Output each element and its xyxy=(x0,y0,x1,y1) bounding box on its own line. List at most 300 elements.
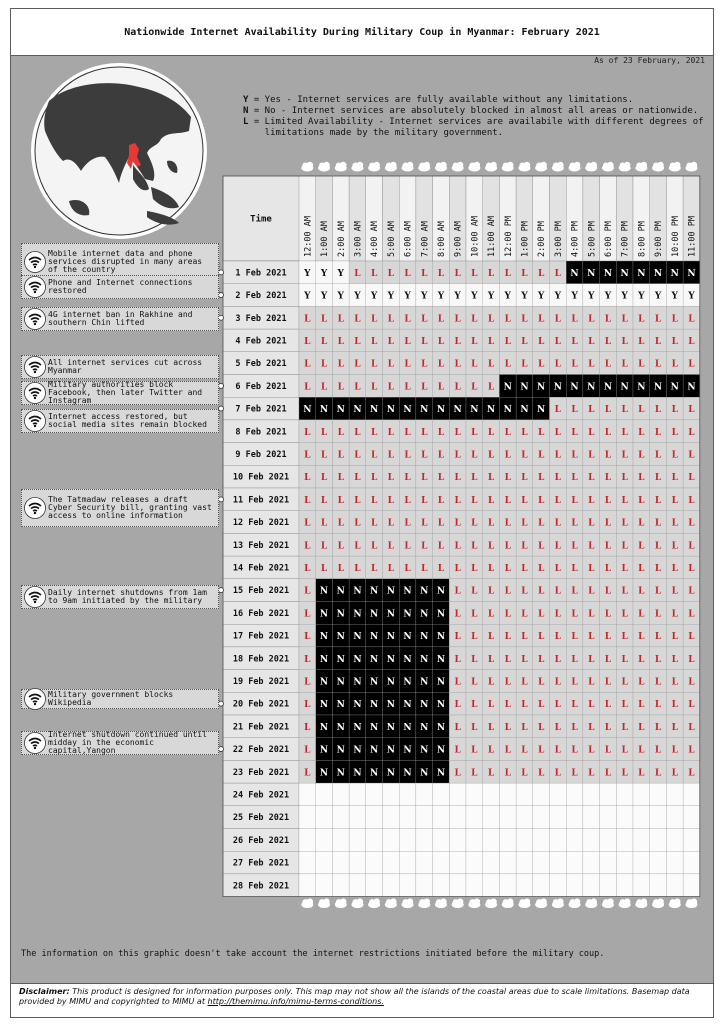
availability-value: L xyxy=(454,654,461,665)
availability-cell xyxy=(516,806,533,829)
availability-value: L xyxy=(320,427,328,438)
availability-value: L xyxy=(554,632,562,643)
availability-value: N xyxy=(670,268,679,279)
availability-cell xyxy=(299,806,316,829)
date-label: 10 Feb 2021 xyxy=(232,472,290,483)
availability-value: N xyxy=(386,632,395,643)
availability-value: L xyxy=(337,495,344,506)
availability-value: N xyxy=(403,700,412,711)
availability-value: L xyxy=(487,541,495,552)
availability-value: N xyxy=(386,586,395,597)
availability-cell xyxy=(383,783,400,806)
availability-value: N xyxy=(403,632,412,643)
availability-value: L xyxy=(487,314,495,325)
availability-value: N xyxy=(386,677,395,688)
availability-value: L xyxy=(421,541,428,552)
availability-value: L xyxy=(638,768,645,779)
cloud-icon xyxy=(368,898,380,908)
availability-value: L xyxy=(571,495,578,506)
availability-cell xyxy=(550,829,567,852)
availability-value: L xyxy=(537,632,545,643)
date-label: 21 Feb 2021 xyxy=(232,722,290,733)
date-label: 14 Feb 2021 xyxy=(232,563,290,574)
availability-value: Y xyxy=(354,291,361,302)
availability-value: L xyxy=(638,314,645,325)
availability-cell xyxy=(332,806,349,829)
availability-value: L xyxy=(571,314,578,325)
availability-value: N xyxy=(319,745,329,756)
availability-value: L xyxy=(487,632,495,643)
cloud-icon xyxy=(351,162,363,172)
availability-value: L xyxy=(304,314,311,325)
availability-value: N xyxy=(436,768,446,779)
availability-cell xyxy=(600,783,617,806)
availability-value: L xyxy=(304,700,311,711)
availability-value: L xyxy=(304,586,311,597)
availability-value: L xyxy=(571,563,578,574)
availability-value: L xyxy=(671,336,678,347)
availability-value: L xyxy=(604,768,612,779)
availability-value: L xyxy=(404,518,411,529)
availability-value: N xyxy=(436,677,446,688)
availability-value: L xyxy=(304,541,311,552)
availability-value: L xyxy=(671,518,678,529)
disclaimer-label: Disclaimer: xyxy=(19,987,70,996)
availability-value: L xyxy=(654,473,662,484)
availability-value: L xyxy=(354,563,361,574)
availability-cell xyxy=(566,806,583,829)
availability-value: N xyxy=(336,586,345,597)
availability-value: L xyxy=(404,541,411,552)
availability-value: L xyxy=(588,609,595,620)
availability-value: L xyxy=(504,268,511,279)
availability-value: Y xyxy=(337,291,344,302)
availability-cell xyxy=(533,806,550,829)
availability-value: L xyxy=(604,677,612,688)
availability-value: L xyxy=(521,563,528,574)
availability-value: L xyxy=(621,632,628,643)
availability-value: N xyxy=(436,609,446,620)
availability-value: L xyxy=(588,473,595,484)
availability-value: N xyxy=(687,268,696,279)
availability-value: L xyxy=(554,314,562,325)
availability-value: L xyxy=(654,722,662,733)
event-text: Military government blocks Wikipedia xyxy=(48,690,174,707)
availability-value: N xyxy=(353,609,362,620)
availability-value: L xyxy=(537,359,545,370)
availability-value: L xyxy=(588,677,595,688)
availability-cell xyxy=(416,829,433,852)
availability-value: N xyxy=(403,654,412,665)
availability-cell xyxy=(499,806,516,829)
availability-value: L xyxy=(671,427,678,438)
availability-value: L xyxy=(571,632,578,643)
availability-value: N xyxy=(370,632,379,643)
availability-value: Y xyxy=(521,291,528,302)
availability-value: N xyxy=(537,405,546,416)
availability-cell xyxy=(616,806,633,829)
cloud-icon xyxy=(619,162,631,172)
availability-value: L xyxy=(521,700,528,711)
availability-value: L xyxy=(521,609,528,620)
availability-value: L xyxy=(638,700,645,711)
availability-cell xyxy=(383,829,400,852)
availability-value: N xyxy=(637,382,646,393)
availability-value: N xyxy=(336,677,345,688)
availability-value: L xyxy=(554,768,562,779)
availability-value: L xyxy=(604,745,612,756)
availability-value: L xyxy=(588,359,595,370)
availability-value: L xyxy=(571,405,578,416)
date-label: 1 Feb 2021 xyxy=(235,268,287,279)
availability-value: Y xyxy=(404,291,411,302)
availability-value: L xyxy=(437,473,445,484)
availability-value: L xyxy=(487,768,495,779)
date-label: 17 Feb 2021 xyxy=(232,631,290,642)
availability-value: L xyxy=(604,336,612,347)
availability-value: L xyxy=(421,382,428,393)
availability-value: L xyxy=(621,586,628,597)
availability-value: N xyxy=(403,405,412,416)
availability-value: N xyxy=(403,677,412,688)
availability-cell xyxy=(533,829,550,852)
legend-limited: L = Limited Availability - Internet services are availabile with different degrees of xyxy=(243,117,704,127)
availability-value: L xyxy=(471,268,478,279)
date-label: 23 Feb 2021 xyxy=(232,767,290,778)
cloud-icon xyxy=(535,162,547,172)
availability-cell xyxy=(583,851,600,874)
availability-value: L xyxy=(320,359,328,370)
event-marker xyxy=(219,588,224,593)
availability-value: L xyxy=(370,495,378,506)
time-header: Time xyxy=(250,214,272,225)
availability-value: L xyxy=(437,541,445,552)
hour-label: 6:00 PM xyxy=(603,221,614,257)
availability-cell xyxy=(383,851,400,874)
availability-cell xyxy=(433,851,450,874)
availability-value: L xyxy=(504,722,511,733)
cloud-icon xyxy=(418,898,430,908)
availability-value: Y xyxy=(421,291,428,302)
availability-value: L xyxy=(588,336,595,347)
availability-cell xyxy=(633,783,650,806)
availability-value: N xyxy=(370,586,379,597)
availability-cell xyxy=(316,783,333,806)
availability-value: L xyxy=(554,745,562,756)
availability-cell xyxy=(616,829,633,852)
cloud-icon xyxy=(301,898,313,908)
availability-cell xyxy=(316,829,333,852)
cloud-icon xyxy=(569,162,581,172)
availability-cell xyxy=(449,874,466,897)
availability-value: L xyxy=(621,541,628,552)
cloud-icon xyxy=(669,898,681,908)
availability-value: L xyxy=(654,541,662,552)
availability-value: L xyxy=(588,768,595,779)
availability-value: L xyxy=(421,314,428,325)
availability-cell xyxy=(600,806,617,829)
availability-value: L xyxy=(671,495,678,506)
wifi-icon xyxy=(24,688,46,710)
availability-value: L xyxy=(487,745,495,756)
availability-value: L xyxy=(588,722,595,733)
cloud-icon xyxy=(318,162,330,172)
availability-value: L xyxy=(654,314,662,325)
availability-value: Y xyxy=(320,291,328,302)
availability-value: N xyxy=(436,632,446,643)
availability-cell xyxy=(616,851,633,874)
availability-value: L xyxy=(537,722,545,733)
date-label: 11 Feb 2021 xyxy=(232,495,290,506)
availability-value: L xyxy=(521,768,528,779)
availability-cell xyxy=(349,874,366,897)
availability-value: Y xyxy=(387,291,395,302)
cloud-icon xyxy=(518,162,530,172)
availability-value: N xyxy=(370,405,379,416)
availability-value: L xyxy=(604,632,612,643)
cloud-icon xyxy=(435,162,447,172)
availability-value: L xyxy=(354,382,361,393)
availability-value: N xyxy=(353,722,362,733)
hour-label: 8:00 PM xyxy=(637,221,648,257)
infographic-frame xyxy=(10,8,714,1018)
availability-value: Y xyxy=(688,291,695,302)
event-text: Military authorities block Facebook, then later Twitter and Instagram xyxy=(48,380,203,405)
availability-value: N xyxy=(370,654,379,665)
availability-value: L xyxy=(638,518,645,529)
availability-value: L xyxy=(688,632,695,643)
availability-value: L xyxy=(404,314,411,325)
availability-value: N xyxy=(420,700,429,711)
hour-label: 11:00 AM xyxy=(487,216,498,257)
date-label: 18 Feb 2021 xyxy=(232,654,290,665)
availability-value: L xyxy=(588,314,595,325)
availability-cell xyxy=(583,806,600,829)
hour-label: 1:00 PM xyxy=(520,221,531,257)
availability-value: L xyxy=(337,314,344,325)
availability-value: L xyxy=(537,745,545,756)
availability-value: N xyxy=(403,768,412,779)
availability-value: L xyxy=(671,609,678,620)
availability-value: L xyxy=(437,450,445,461)
availability-value: L xyxy=(588,427,595,438)
availability-cell xyxy=(650,874,667,897)
availability-value: L xyxy=(604,427,612,438)
availability-value: L xyxy=(504,359,511,370)
availability-value: L xyxy=(521,677,528,688)
hour-label: 4:00 PM xyxy=(570,221,581,257)
availability-value: L xyxy=(387,450,395,461)
availability-value: N xyxy=(353,700,362,711)
availability-value: L xyxy=(654,700,662,711)
availability-value: L xyxy=(487,700,495,711)
availability-value: L xyxy=(320,450,328,461)
availability-value: L xyxy=(621,450,628,461)
availability-value: N xyxy=(570,268,579,279)
availability-value: L xyxy=(354,336,361,347)
event-marker xyxy=(219,293,224,298)
cloud-icon xyxy=(652,898,664,908)
cloud-icon xyxy=(301,162,313,172)
availability-cell xyxy=(399,829,416,852)
availability-cell xyxy=(650,851,667,874)
availability-cell xyxy=(550,851,567,874)
availability-value: N xyxy=(570,382,579,393)
availability-value: L xyxy=(487,382,495,393)
availability-value: L xyxy=(604,473,612,484)
legend-limited-cont: limitations made by the military government. xyxy=(243,128,504,138)
availability-cell xyxy=(600,851,617,874)
availability-value: L xyxy=(537,700,545,711)
availability-value: N xyxy=(520,405,529,416)
cloud-icon xyxy=(518,898,530,908)
availability-value: L xyxy=(654,768,662,779)
availability-cell xyxy=(533,851,550,874)
availability-value: L xyxy=(487,473,495,484)
availability-value: N xyxy=(370,745,379,756)
availability-value: L xyxy=(688,768,695,779)
availability-value: L xyxy=(621,722,628,733)
availability-cell xyxy=(466,851,483,874)
availability-value: L xyxy=(554,336,562,347)
availability-value: L xyxy=(337,336,344,347)
availability-value: L xyxy=(304,677,311,688)
availability-cell xyxy=(399,806,416,829)
event-note xyxy=(21,689,219,709)
availability-value: L xyxy=(688,336,695,347)
availability-cell xyxy=(666,851,683,874)
availability-value: L xyxy=(588,450,595,461)
availability-value: L xyxy=(671,586,678,597)
event-text: The Tatmadaw releases a draft Cyber Security bill, granting vast access to online information xyxy=(48,495,212,520)
availability-value: L xyxy=(404,450,411,461)
availability-value: L xyxy=(654,677,662,688)
cloud-icon xyxy=(402,162,414,172)
availability-value: L xyxy=(387,314,395,325)
event-note xyxy=(21,489,219,527)
hour-label: 7:00 AM xyxy=(420,221,431,257)
availability-value: L xyxy=(537,427,545,438)
availability-value: N xyxy=(370,677,379,688)
availability-value: L xyxy=(537,563,545,574)
availability-value: L xyxy=(354,541,361,552)
availability-value: L xyxy=(571,450,578,461)
availability-cell xyxy=(666,783,683,806)
cloud-icon xyxy=(452,162,464,172)
availability-value: L xyxy=(671,768,678,779)
availability-value: L xyxy=(571,586,578,597)
event-marker xyxy=(219,701,224,706)
availability-value: L xyxy=(454,450,461,461)
page-title: Nationwide Internet Availability During Military Coup in Myanmar: February 2021 xyxy=(124,27,600,38)
date-label: 2 Feb 2021 xyxy=(235,291,287,302)
availability-value: L xyxy=(621,609,628,620)
cloud-icon xyxy=(535,898,547,908)
cloud-icon xyxy=(502,898,514,908)
cloud-icon xyxy=(435,898,447,908)
availability-value: L xyxy=(638,632,645,643)
event-text: Daily internet shutdowns from 1am to 9am initiated by the military xyxy=(48,588,207,605)
cloud-icon xyxy=(685,162,697,172)
availability-value: N xyxy=(436,722,446,733)
availability-cell xyxy=(633,829,650,852)
disclaimer-link[interactable]: http://themimu.info/mimu-terms-conditions. xyxy=(207,997,384,1006)
availability-cell xyxy=(416,783,433,806)
availability-value: L xyxy=(454,314,461,325)
availability-cell xyxy=(449,806,466,829)
event-note xyxy=(21,275,219,299)
availability-value: N xyxy=(603,268,613,279)
availability-value: N xyxy=(537,382,546,393)
availability-value: L xyxy=(688,427,695,438)
availability-cell xyxy=(566,851,583,874)
availability-value: L xyxy=(471,314,478,325)
availability-value: L xyxy=(421,450,428,461)
availability-value: L xyxy=(654,632,662,643)
availability-value: L xyxy=(487,336,495,347)
availability-value: Y xyxy=(370,291,378,302)
availability-value: N xyxy=(353,768,362,779)
date-label: 12 Feb 2021 xyxy=(232,518,290,529)
availability-value: L xyxy=(487,518,495,529)
availability-cell xyxy=(650,783,667,806)
availability-value: N xyxy=(386,654,395,665)
availability-value: L xyxy=(588,541,595,552)
date-label: 4 Feb 2021 xyxy=(235,336,287,347)
availability-value: N xyxy=(370,722,379,733)
availability-value: N xyxy=(403,722,412,733)
availability-value: Y xyxy=(437,291,445,302)
availability-value: L xyxy=(537,677,545,688)
cloud-icon xyxy=(602,898,614,908)
availability-value: L xyxy=(537,268,545,279)
availability-value: L xyxy=(454,427,461,438)
availability-value: L xyxy=(671,632,678,643)
availability-cell xyxy=(433,806,450,829)
availability-value: N xyxy=(353,632,362,643)
availability-cell xyxy=(683,874,700,897)
availability-value: L xyxy=(654,609,662,620)
availability-cell xyxy=(316,874,333,897)
availability-value: L xyxy=(688,609,695,620)
availability-value: N xyxy=(620,268,629,279)
availability-value: L xyxy=(471,473,478,484)
availability-value: L xyxy=(304,473,311,484)
availability-value: L xyxy=(571,609,578,620)
availability-value: L xyxy=(304,563,311,574)
availability-value: Y xyxy=(320,268,328,279)
availability-value: L xyxy=(387,336,395,347)
availability-value: L xyxy=(304,427,311,438)
availability-value: L xyxy=(688,405,695,416)
event-note xyxy=(21,585,219,609)
availability-value: L xyxy=(471,382,478,393)
availability-value: L xyxy=(504,609,511,620)
cloud-icon xyxy=(402,898,414,908)
availability-value: L xyxy=(671,654,678,665)
date-label: 16 Feb 2021 xyxy=(232,608,290,619)
availability-value: L xyxy=(638,541,645,552)
availability-cell xyxy=(299,783,316,806)
availability-value: N xyxy=(386,745,395,756)
availability-cell xyxy=(366,874,383,897)
availability-value: L xyxy=(554,677,562,688)
availability-value: L xyxy=(320,336,328,347)
availability-cell xyxy=(550,783,567,806)
availability-value: L xyxy=(604,359,612,370)
availability-value: L xyxy=(521,450,528,461)
availability-value: L xyxy=(487,359,495,370)
